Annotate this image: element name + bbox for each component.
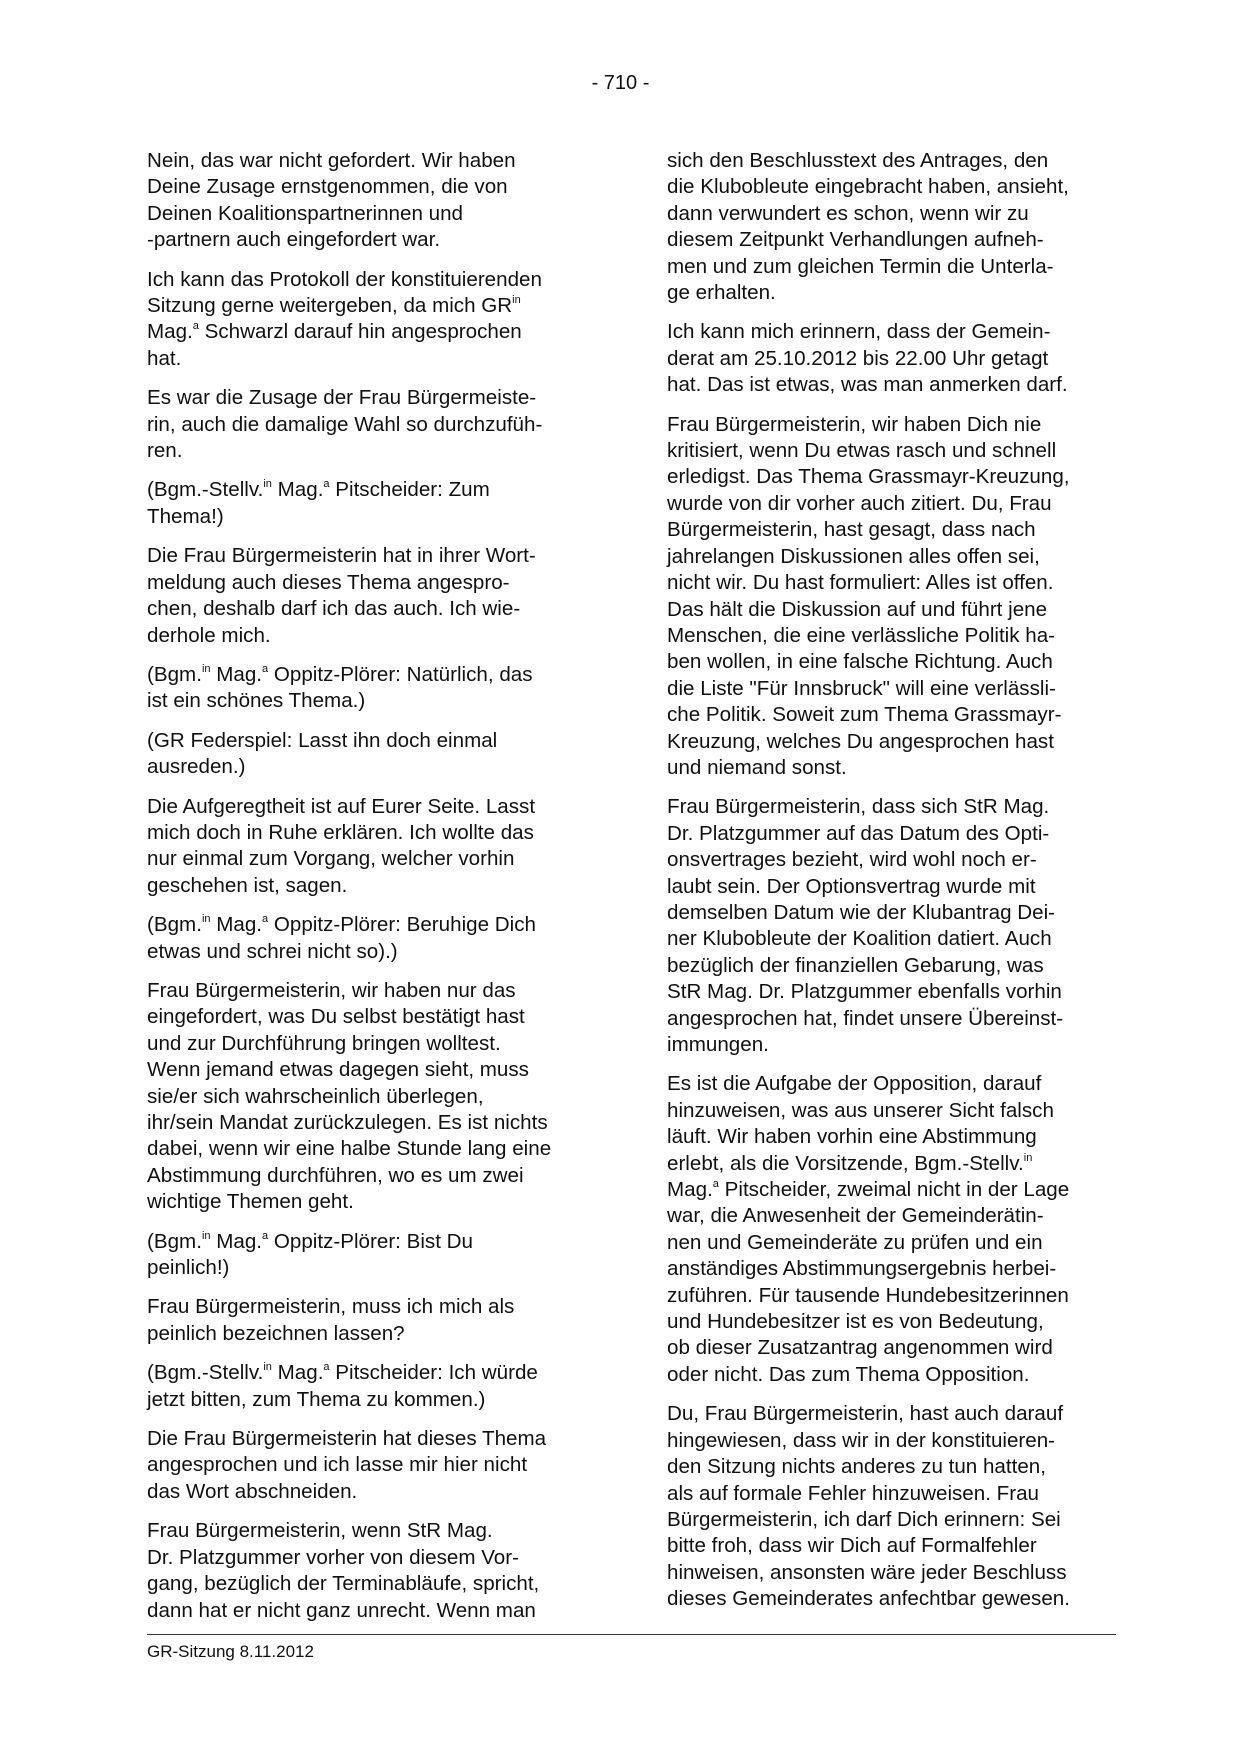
text-line <box>147 148 595 174</box>
text-line <box>667 729 1115 755</box>
text-segment: (Bgm. <box>147 913 202 937</box>
text-segment: geschehen ist, sagen. <box>147 873 348 897</box>
paragraph <box>147 978 595 1216</box>
text-line <box>147 754 595 780</box>
superscript: a <box>712 1178 719 1191</box>
text-line <box>667 1256 1115 1282</box>
text-segment: Pitscheider, zweimal nicht in der Lage <box>718 1178 1070 1202</box>
text-line <box>147 1031 595 1057</box>
text-line <box>667 1507 1115 1533</box>
text-segment: hinweisen, ansonsten wäre jeder Beschluss <box>667 1560 1067 1584</box>
text-line <box>667 438 1115 464</box>
paragraph <box>147 794 595 900</box>
text-segment: hinzuweisen, was aus unserer Sicht falsch <box>667 1098 1054 1122</box>
text-line <box>147 385 595 411</box>
text-segment: Mag. <box>210 662 263 686</box>
text-segment: che Politik. Soweit zum Thema Grassmayr- <box>667 703 1062 727</box>
text-line <box>667 491 1115 517</box>
text-line <box>147 293 595 319</box>
text-segment: meldung auch dieses Thema angespro- <box>147 570 510 594</box>
text-line <box>147 1057 595 1083</box>
superscript: in <box>201 913 211 926</box>
text-segment: hat. Das ist etwas, was man anmerken darf. <box>667 373 1068 397</box>
superscript: in <box>1023 1151 1033 1164</box>
text-line <box>147 543 595 569</box>
text-segment: dabei, wenn wir eine halbe Stunde lang eine <box>147 1137 552 1161</box>
text-line <box>667 1151 1115 1177</box>
text-segment: Frau Bürgermeisterin, muss ich mich als <box>147 1295 515 1319</box>
text-line <box>147 438 595 464</box>
text-segment: ner Klubobleute der Koalition datiert. Auch <box>667 927 1052 951</box>
text-line <box>147 1321 595 1347</box>
text-segment: Frau Bürgermeisterin, wir haben nur das <box>147 978 516 1002</box>
text-line <box>147 504 595 530</box>
text-segment: demselben Datum wie der Klubantrag Dei- <box>667 900 1056 924</box>
text-segment: und Hundebesitzer ist es von Bedeutung, <box>667 1310 1044 1334</box>
paragraph <box>147 1294 595 1347</box>
text-line <box>667 464 1115 490</box>
right-column <box>667 148 1115 1626</box>
text-segment: als auf formale Fehler hinzuweisen. Frau <box>667 1481 1040 1505</box>
paragraph <box>147 148 595 254</box>
text-segment: etwas und schrei nicht so).) <box>147 939 398 963</box>
text-segment: jetzt bitten, zum Thema zu kommen.) <box>147 1387 486 1411</box>
text-line <box>147 174 595 200</box>
text-segment: läuft. Wir haben vorhin eine Abstimmung <box>667 1125 1037 1149</box>
text-line <box>667 1454 1115 1480</box>
text-line <box>667 1098 1115 1124</box>
text-segment: (Bgm.-Stellv. <box>147 1361 264 1385</box>
text-segment: dann hat er nicht ganz unrecht. Wenn man <box>147 1598 536 1622</box>
text-line <box>147 728 595 754</box>
text-segment: angesprochen hat, findet unsere Übereinst- <box>667 1006 1064 1030</box>
text-segment: immungen. <box>667 1033 769 1056</box>
paragraph <box>147 477 595 530</box>
text-line <box>667 1401 1115 1427</box>
paragraph <box>147 543 595 649</box>
text-line <box>667 280 1115 306</box>
text-segment: Kreuzung, welches Du angesprochen hast <box>667 729 1054 753</box>
text-line <box>147 596 595 622</box>
text-line <box>667 1362 1115 1388</box>
text-line <box>667 900 1115 926</box>
text-line <box>667 649 1115 675</box>
text-segment: Dr. Platzgummer auf das Datum des Opti- <box>667 821 1050 845</box>
text-segment: Bürgermeisterin, ich darf Dich erinnern: Sei <box>667 1507 1061 1531</box>
text-segment: Mag. <box>271 1361 324 1385</box>
text-segment: nur einmal zum Vorgang, welcher vorhin <box>147 847 515 871</box>
text-line <box>147 227 595 253</box>
text-line <box>667 1071 1115 1097</box>
text-segment: Es war die Zusage der Frau Bürgermeiste- <box>147 386 537 410</box>
text-line <box>667 254 1115 280</box>
paragraph <box>147 1360 595 1413</box>
text-line <box>147 412 595 438</box>
text-segment: men und zum gleichen Termin die Unterla- <box>667 254 1054 278</box>
text-line <box>147 1518 595 1544</box>
paragraph <box>147 1518 595 1624</box>
text-segment: wurde von dir vorher auch zitiert. Du, Frau <box>667 491 1052 515</box>
page-number: - 710 - <box>591 72 650 94</box>
text-segment: Pitscheider: Zum <box>329 478 490 502</box>
text-line <box>667 372 1115 398</box>
text-segment: Die Aufgeregtheit ist auf Eurer Seite. Lasst <box>147 794 536 818</box>
text-line <box>667 874 1115 900</box>
text-line <box>147 477 595 503</box>
text-segment: Frau Bürgermeisterin, wenn StR Mag. <box>147 1519 493 1543</box>
superscript: in <box>201 1229 211 1242</box>
text-segment: eingefordert, was Du selbst bestätigt hast <box>147 1005 525 1029</box>
paragraph <box>147 728 595 781</box>
text-segment: Menschen, die eine verlässliche Politik ha- <box>667 623 1056 647</box>
text-segment: (Bgm. <box>147 662 202 686</box>
superscript: a <box>262 1229 269 1242</box>
text-line <box>147 1136 595 1162</box>
text-line <box>147 939 595 965</box>
text-segment: Deine Zusage ernstgenommen, die von <box>147 175 508 199</box>
paragraph <box>667 148 1115 306</box>
text-segment: nen und Gemeinderäte zu prüfen und ein <box>667 1230 1043 1254</box>
text-segment: Mag. <box>147 320 193 344</box>
text-segment: Mag. <box>667 1178 713 1202</box>
text-segment: anständiges Abstimmungsergebnis herbei- <box>667 1257 1057 1281</box>
text-segment: peinlich!) <box>147 1256 230 1280</box>
text-line <box>667 1032 1115 1058</box>
text-segment: chen, deshalb darf ich das auch. Ich wie- <box>147 597 521 621</box>
text-segment: bitte froh, dass wir Dich auf Formalfehler <box>667 1534 1037 1558</box>
text-line <box>667 676 1115 702</box>
text-segment: StR Mag. Dr. Platzgummer ebenfalls vorhin <box>667 980 1062 1004</box>
text-segment: (Bgm.-Stellv. <box>147 478 264 502</box>
text-segment: onsvertrages bezieht, wird wohl noch er- <box>667 848 1037 872</box>
text-line <box>667 1586 1115 1612</box>
text-segment: hat. <box>147 346 182 370</box>
text-line <box>667 1428 1115 1454</box>
text-line <box>667 1124 1115 1150</box>
text-line <box>667 979 1115 1005</box>
paragraph <box>147 385 595 464</box>
text-line <box>147 1360 595 1386</box>
superscript: in <box>201 662 211 675</box>
text-line <box>147 1189 595 1215</box>
text-segment: Es ist die Aufgabe der Opposition, darauf <box>667 1072 1042 1096</box>
text-line <box>667 1006 1115 1032</box>
text-line <box>147 873 595 899</box>
paragraph <box>667 1401 1115 1612</box>
footer-session-date: GR-Sitzung 8.11.2012 <box>147 1642 314 1661</box>
text-line <box>667 174 1115 200</box>
paragraph <box>667 794 1115 1058</box>
text-line <box>667 227 1115 253</box>
text-line <box>147 623 595 649</box>
text-segment: Dr. Platzgummer vorher von diesem Vor- <box>147 1545 519 1569</box>
text-segment: und niemand sonst. <box>667 755 847 779</box>
paragraph <box>147 912 595 965</box>
text-segment: dann verwundert es schon, wenn wir zu <box>667 201 1029 225</box>
superscript: in <box>263 478 272 491</box>
text-segment: ihr/sein Mandat zurückzulegen. Es ist nichts <box>147 1111 548 1134</box>
text-line <box>667 953 1115 979</box>
text-line <box>667 1335 1115 1361</box>
superscript: in <box>263 1361 272 1374</box>
paragraph <box>667 412 1115 782</box>
text-line <box>147 201 595 227</box>
paragraph <box>667 1071 1115 1388</box>
text-segment: Mag. <box>210 913 263 937</box>
paragraph <box>667 319 1115 398</box>
text-line <box>667 1177 1115 1203</box>
text-segment: angesprochen und ich lasse mir hier nicht <box>147 1453 528 1477</box>
text-segment: wichtige Themen geht. <box>147 1190 354 1214</box>
text-segment: (GR Federspiel: Lasst ihn doch einmal <box>147 728 498 752</box>
text-line <box>147 912 595 938</box>
text-segment: Ich kann mich erinnern, dass der Gemein- <box>667 320 1051 344</box>
text-line <box>667 926 1115 952</box>
superscript: a <box>262 913 269 926</box>
text-line <box>147 1163 595 1189</box>
text-segment: (Bgm. <box>147 1229 202 1253</box>
text-line <box>667 319 1115 345</box>
text-segment: Oppitz-Plörer: Beruhige Dich <box>268 913 536 937</box>
text-line <box>147 1110 595 1136</box>
superscript: a <box>323 1361 330 1374</box>
text-line <box>667 1230 1115 1256</box>
text-line <box>667 702 1115 728</box>
text-line <box>667 201 1115 227</box>
text-segment: oder nicht. Das zum Thema Opposition. <box>667 1362 1030 1386</box>
text-segment: Thema!) <box>147 504 224 528</box>
paragraph <box>147 1426 595 1505</box>
text-line <box>147 1426 595 1452</box>
text-line <box>667 847 1115 873</box>
text-segment: Schwarzl darauf hin angesprochen <box>198 320 522 344</box>
text-segment: den Sitzung nichts anderes zu tun hatten, <box>667 1455 1046 1479</box>
text-line <box>147 978 595 1004</box>
text-segment: zuführen. Für tausende Hundebesitzerinnen <box>667 1283 1069 1307</box>
text-segment: ausreden.) <box>147 755 246 779</box>
paragraph <box>147 662 595 715</box>
text-segment: Pitscheider: Ich würde <box>329 1361 538 1385</box>
text-segment: Ich kann das Protokoll der konstituierenden <box>147 267 542 291</box>
text-segment: Oppitz-Plörer: Bist Du <box>268 1229 473 1253</box>
text-line <box>147 1387 595 1413</box>
text-line <box>667 821 1115 847</box>
text-segment: erlebt, als die Vorsitzende, Bgm.-Stellv. <box>667 1151 1024 1175</box>
text-segment: laubt sein. Der Optionsvertrag wurde mit <box>667 874 1036 898</box>
text-line <box>147 267 595 293</box>
text-line <box>147 319 595 345</box>
superscript: in <box>512 294 521 307</box>
footer-divider <box>147 1634 1116 1635</box>
text-line <box>147 820 595 846</box>
text-line <box>147 662 595 688</box>
text-segment: hingewiesen, dass wir in der konstituieren- <box>667 1428 1056 1452</box>
text-segment: Sitzung gerne weitergeben, da mich GR <box>147 294 513 318</box>
text-line <box>147 1004 595 1030</box>
text-line <box>147 346 595 372</box>
text-line <box>667 794 1115 820</box>
text-line <box>667 148 1115 174</box>
text-segment: derhole mich. <box>147 623 271 647</box>
text-segment: Mag. <box>271 478 324 502</box>
text-segment: Oppitz-Plörer: Natürlich, das <box>268 662 533 686</box>
text-segment: ge erhalten. <box>667 281 776 305</box>
text-segment: Abstimmung durchführen, wo es um zwei <box>147 1163 524 1187</box>
text-line <box>667 755 1115 781</box>
text-segment: und zur Durchführung bringen wolltest. <box>147 1031 501 1055</box>
text-segment: die Liste "Für Innsbruck" will eine verlässli- <box>667 676 1056 700</box>
text-line <box>667 346 1115 372</box>
text-line <box>667 544 1115 570</box>
text-line <box>147 846 595 872</box>
text-line <box>147 1545 595 1571</box>
text-line <box>667 623 1115 649</box>
text-segment: -partnern auch eingefordert war. <box>147 228 441 252</box>
text-segment: bezüglich der finanziellen Gebarung, was <box>667 953 1044 977</box>
text-line <box>147 1229 595 1255</box>
text-segment: diesem Zeitpunkt Verhandlungen aufneh- <box>667 228 1044 252</box>
text-segment: kritisiert, wenn Du etwas rasch und schnell <box>667 439 1057 463</box>
text-line <box>147 688 595 714</box>
text-segment: Die Frau Bürgermeisterin hat in ihrer Wort- <box>147 544 536 568</box>
text-segment: Die Frau Bürgermeisterin hat dieses Thema <box>147 1427 547 1451</box>
text-line <box>147 570 595 596</box>
superscript: a <box>262 662 269 675</box>
superscript: a <box>192 320 199 333</box>
text-line <box>667 1309 1115 1335</box>
text-line <box>667 1533 1115 1559</box>
text-segment: Das hält die Diskussion auf und führt jene <box>667 597 1048 621</box>
text-segment: peinlich bezeichnen lassen? <box>147 1321 405 1345</box>
text-line <box>147 1084 595 1110</box>
text-segment: ob dieser Zusatzantrag angenommen wird <box>667 1336 1053 1360</box>
text-line <box>667 597 1115 623</box>
text-line <box>147 1452 595 1478</box>
text-line <box>667 517 1115 543</box>
text-segment: sich den Beschlusstext des Antrages, den <box>667 149 1049 172</box>
text-segment: derat am 25.10.2012 bis 22.00 Uhr getagt <box>667 346 1049 370</box>
text-line <box>667 1560 1115 1586</box>
text-line <box>667 1481 1115 1507</box>
text-segment: gang, bezüglich der Terminabläufe, spricht, <box>147 1572 540 1596</box>
text-line <box>147 1294 595 1320</box>
text-segment: Du, Frau Bürgermeisterin, hast auch darauf <box>667 1402 1064 1426</box>
text-segment: Mag. <box>210 1229 263 1253</box>
text-segment: nicht wir. Du hast formuliert: Alles ist offen. <box>667 571 1054 595</box>
text-line <box>147 794 595 820</box>
text-line <box>147 1598 595 1624</box>
text-segment: jahrelangen Diskussionen alles offen sei, <box>667 544 1040 568</box>
text-line <box>667 412 1115 438</box>
text-segment: das Wort abschneiden. <box>147 1479 358 1503</box>
text-segment: ren. <box>147 439 183 463</box>
text-segment: Wenn jemand etwas dagegen sieht, muss <box>147 1058 529 1082</box>
paragraph <box>147 267 595 373</box>
text-line <box>667 570 1115 596</box>
text-segment: rin, auch die damalige Wahl so durchzufüh- <box>147 412 543 436</box>
superscript: a <box>323 478 330 491</box>
text-segment: mich doch in Ruhe erklären. Ich wollte das <box>147 820 534 844</box>
text-segment: Bürgermeisterin, hast gesagt, dass nach <box>667 518 1036 542</box>
text-segment: war, die Anwesenheit der Gemeinderätin- <box>667 1204 1044 1228</box>
text-segment: Deinen Koalitionspartnerinnen und <box>147 201 463 225</box>
text-segment: ist ein schönes Thema.) <box>147 689 366 713</box>
paragraph <box>147 1229 595 1282</box>
text-line <box>147 1255 595 1281</box>
text-segment: die Klubobleute eingebracht haben, ansieht, <box>667 175 1069 199</box>
text-segment: Nein, das war nicht gefordert. Wir haben <box>147 149 516 172</box>
text-segment: Frau Bürgermeisterin, dass sich StR Mag. <box>667 795 1050 819</box>
text-line <box>667 1283 1115 1309</box>
text-line <box>667 1203 1115 1229</box>
text-line <box>147 1571 595 1597</box>
text-segment: ben wollen, in eine falsche Richtung. Auch <box>667 650 1053 674</box>
text-line <box>147 1479 595 1505</box>
text-segment: sie/er sich wahrscheinlich überlegen, <box>147 1084 484 1108</box>
left-column <box>147 148 595 1637</box>
text-segment: dieses Gemeinderates anfechtbar gewesen. <box>667 1587 1070 1611</box>
text-segment: Frau Bürgermeisterin, wir haben Dich nie <box>667 412 1042 436</box>
text-segment: erledigst. Das Thema Grassmayr-Kreuzung, <box>667 465 1070 489</box>
